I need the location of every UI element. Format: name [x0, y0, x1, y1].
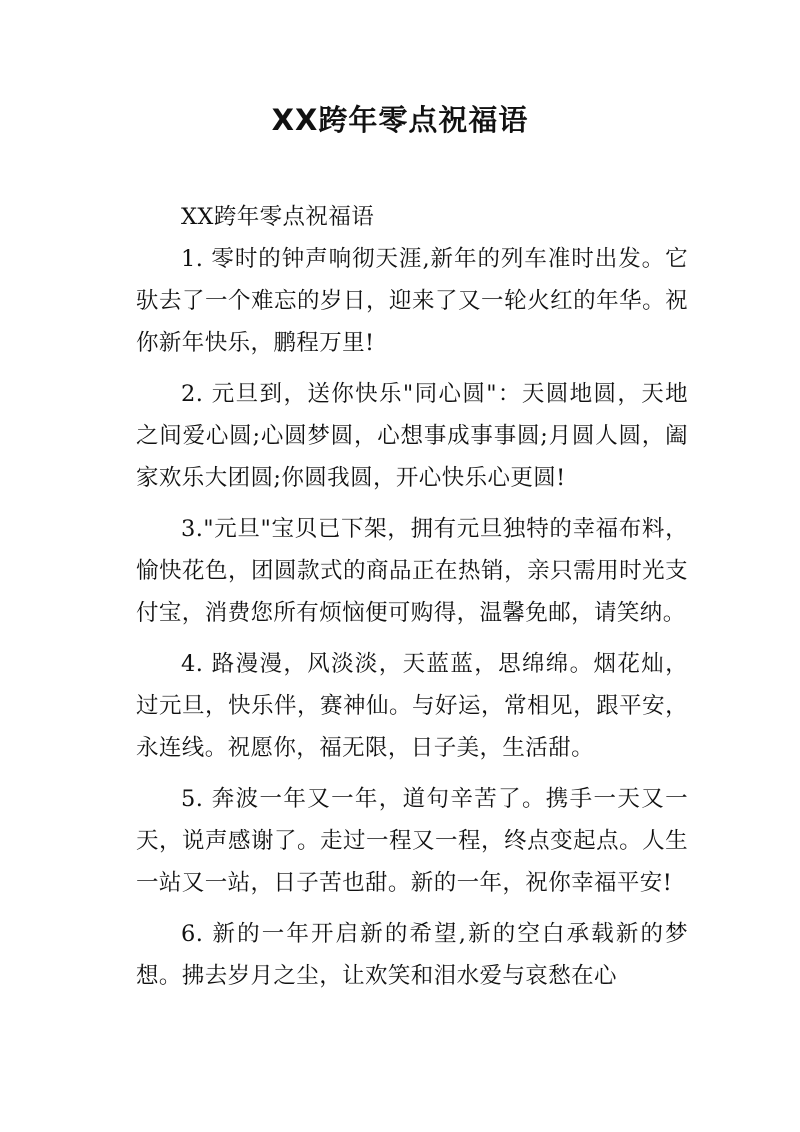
document-body	[136, 196, 688, 1006]
document-title: XX跨年零点祝福语	[271, 103, 529, 137]
paragraph-2: 2. 元旦到，送你快乐"同心圆"：天圆地圆，天地之间爱心圆;心圆梦圆，心想事成事事圆;月圆人圆，阖家欢乐大团圆;你圆我圆，开心快乐心更圆!	[136, 381, 688, 491]
paragraph-6: 6. 新的一年开启新的希望,新的空白承载新的梦想。拂去岁月之尘，让欢笑和泪水爱与哀愁在心	[136, 921, 688, 989]
paragraph-1: 1. 零时的钟声响彻天涯,新年的列车准时出发。它驮去了一个难忘的岁日，迎来了又一轮火红的年华。祝你新年快乐，鹏程万里!	[136, 246, 688, 356]
paragraph-5: 5. 奔波一年又一年，道句辛苦了。携手一天又一天，说声感谢了。走过一程又一程，终点变起点。人生一站又一站，日子苦也甜。新的一年，祝你幸福平安!	[136, 786, 688, 896]
document-subtitle: XX跨年零点祝福语	[181, 204, 375, 230]
paragraph-4: 4. 路漫漫，风淡淡，天蓝蓝，思绵绵。烟花灿，过元旦，快乐伴，赛神仙。与好运，常相见，跟平安，永连线。祝愿你，福无限，日子美，生活甜。	[136, 651, 688, 761]
paragraph-3: 3."元旦"宝贝已下架，拥有元旦独特的幸福布料，愉快花色，团圆款式的商品正在热销，亲只需用时光支付宝，消费您所有烦恼便可购得，温馨免邮，请笑纳。	[136, 516, 688, 626]
